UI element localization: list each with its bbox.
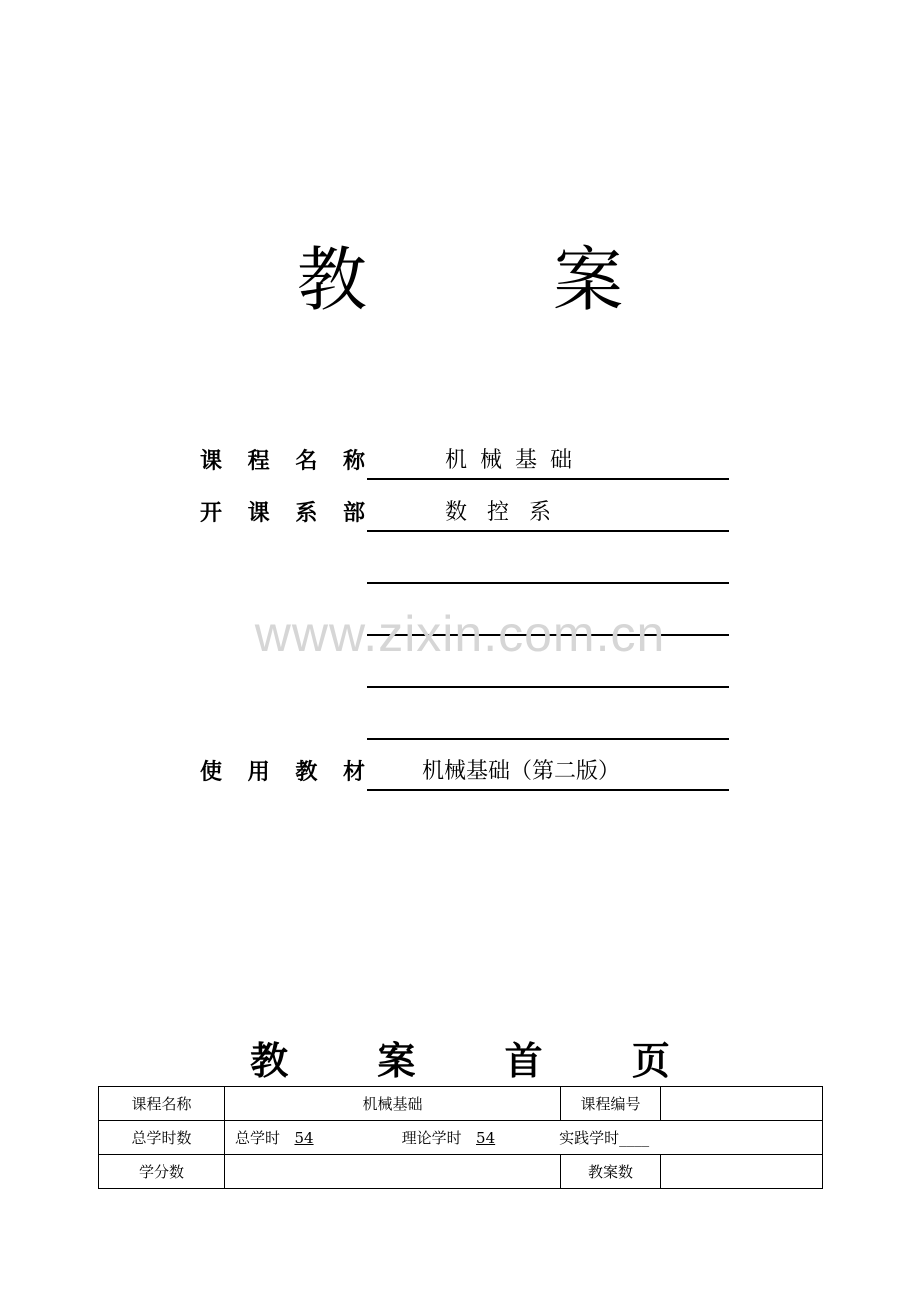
- credits-cell-value: [225, 1155, 561, 1189]
- textbook-label: 使 用 教 材: [200, 759, 365, 785]
- course-name-cell-label: 课程名称: [99, 1087, 225, 1121]
- theory-hours-value: 54: [476, 1129, 496, 1147]
- course-name-underline: [367, 478, 729, 480]
- practice-hours-value: ____: [619, 1129, 650, 1147]
- course-name-value: 机 械 基 础: [445, 448, 575, 473]
- course-code-cell-value: [661, 1087, 823, 1121]
- table-row: [99, 1155, 823, 1189]
- department-value: 数 控 系: [445, 500, 553, 525]
- hours-breakdown-cell: [225, 1121, 823, 1155]
- blank-line-1: [367, 582, 729, 584]
- textbook-underline: [367, 789, 729, 791]
- department-underline: [367, 530, 729, 532]
- cover-title: 教 案: [296, 239, 706, 321]
- lesson-count-cell-value: [661, 1155, 823, 1189]
- blank-line-3: [367, 686, 729, 688]
- theory-hours-text: 理论学时: [401, 1129, 462, 1147]
- table-row: [99, 1087, 823, 1121]
- department-label: 开 课 系 部: [200, 500, 365, 526]
- textbook-value: 机械基础（第二版）: [422, 759, 621, 784]
- lesson-count-cell-label: 教案数: [561, 1155, 661, 1189]
- table-row: [99, 1121, 823, 1155]
- first-page-title: 教 案 首 页: [250, 1038, 708, 1083]
- total-hours-value: 54: [294, 1129, 314, 1147]
- credits-cell-label: 学分数: [99, 1155, 225, 1189]
- total-hours-cell-label: 总学时数: [99, 1121, 225, 1155]
- watermark: www.zixin.com.cn: [254, 606, 666, 662]
- blank-line-4: [367, 738, 729, 740]
- practice-hours-text: 实践学时: [559, 1129, 620, 1147]
- course-name-cell-value: 机械基础: [225, 1087, 561, 1121]
- course-code-cell-label: 课程编号: [561, 1087, 661, 1121]
- total-hours-text: 总学时: [235, 1129, 281, 1147]
- course-info-table: [98, 1086, 823, 1189]
- course-name-label: 课 程 名 称: [200, 448, 365, 474]
